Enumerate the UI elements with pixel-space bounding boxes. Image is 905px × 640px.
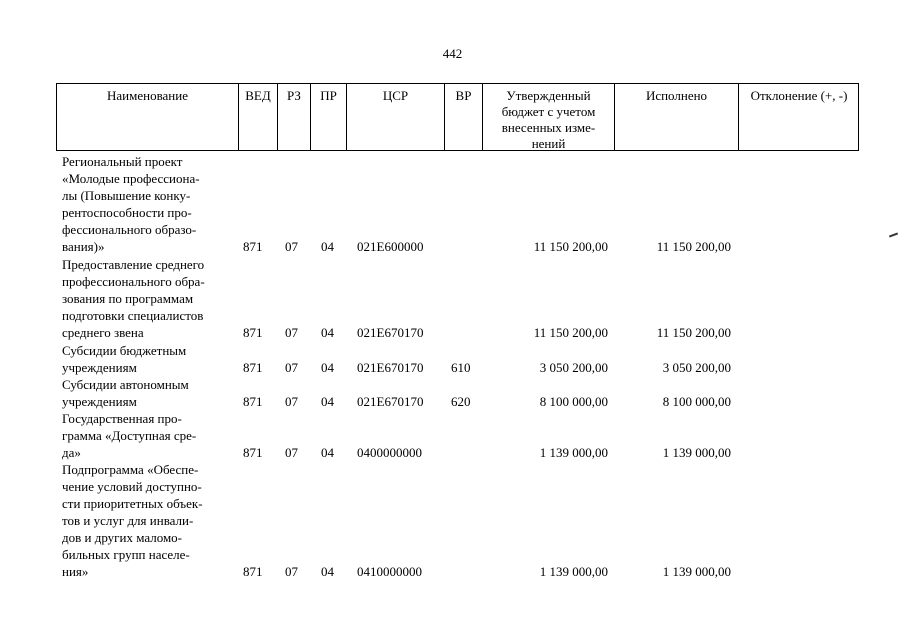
row-rz: 07 xyxy=(285,239,298,254)
row-vr: 610 xyxy=(451,360,471,375)
row-pr: 04 xyxy=(321,360,334,375)
header-pr: ПР xyxy=(310,84,346,150)
row-ved: 871 xyxy=(243,445,263,460)
row-name: Подпрограмма «Обеспе- чение условий доступно- сти приоритетных объек- тов и услуг для инвали- дов и других маломо- бильных групп населе- ния» xyxy=(62,462,203,579)
header-deviation: Отклонение (+, -) xyxy=(738,84,859,150)
row-approved: 1 139 000,00 xyxy=(539,445,608,460)
row-approved: 8 100 000,00 xyxy=(539,394,608,409)
row-name: Региональный проект «Молодые профессиона- лы (Повышение конку- рентоспособности про- фессионального образо- вания)» xyxy=(62,154,200,254)
header-approved: Утвержденный бюджет с учетом внесенных изме-нений xyxy=(482,84,614,150)
row-approved: 1 139 000,00 xyxy=(539,564,608,579)
row-pr: 04 xyxy=(321,445,334,460)
header-vr: ВР xyxy=(444,84,482,150)
row-pr: 04 xyxy=(321,564,334,579)
row-csr: 0410000000 xyxy=(357,564,422,579)
row-csr: 021E670170 xyxy=(357,394,424,409)
row-name: Субсидии автономным учреждениям xyxy=(62,377,189,409)
row-executed: 11 150 200,00 xyxy=(656,325,731,340)
row-rz: 07 xyxy=(285,564,298,579)
row-vr: 620 xyxy=(451,394,471,409)
row-pr: 04 xyxy=(321,325,334,340)
row-pr: 04 xyxy=(321,394,334,409)
row-approved: 3 050 200,00 xyxy=(539,360,608,375)
row-csr: 021E600000 xyxy=(357,239,424,254)
row-ved: 871 xyxy=(243,394,263,409)
table-header xyxy=(56,83,859,151)
header-name: Наименование xyxy=(107,88,188,103)
row-name: Государственная про- грамма «Доступная сре- да» xyxy=(62,411,197,460)
stray-pen-mark xyxy=(889,233,898,238)
row-executed: 1 139 000,00 xyxy=(662,445,731,460)
row-ved: 871 xyxy=(243,360,263,375)
row-name: Предоставление среднего профессионального обра- зования по программам подготовки специалистов среднего звена xyxy=(62,257,205,340)
row-pr: 04 xyxy=(321,239,334,254)
row-approved: 11 150 200,00 xyxy=(533,239,608,254)
row-ved: 871 xyxy=(243,325,263,340)
row-rz: 07 xyxy=(285,360,298,375)
row-csr: 021E670170 xyxy=(357,360,424,375)
row-executed: 1 139 000,00 xyxy=(662,564,731,579)
row-ved: 871 xyxy=(243,239,263,254)
row-ved: 871 xyxy=(243,564,263,579)
header-csr: ЦСР xyxy=(346,84,444,150)
row-csr: 021E670170 xyxy=(357,325,424,340)
row-rz: 07 xyxy=(285,394,298,409)
row-rz: 07 xyxy=(285,325,298,340)
row-rz: 07 xyxy=(285,445,298,460)
page-number: 442 xyxy=(442,46,463,61)
header-executed: Исполнено xyxy=(614,84,738,150)
header-rz: РЗ xyxy=(277,84,310,150)
row-executed: 11 150 200,00 xyxy=(656,239,731,254)
row-executed: 8 100 000,00 xyxy=(662,394,731,409)
row-approved: 11 150 200,00 xyxy=(533,325,608,340)
row-executed: 3 050 200,00 xyxy=(662,360,731,375)
row-csr: 0400000000 xyxy=(357,445,422,460)
row-name: Субсидии бюджетным учреждениям xyxy=(62,343,187,375)
header-ved: ВЕД xyxy=(238,84,277,150)
